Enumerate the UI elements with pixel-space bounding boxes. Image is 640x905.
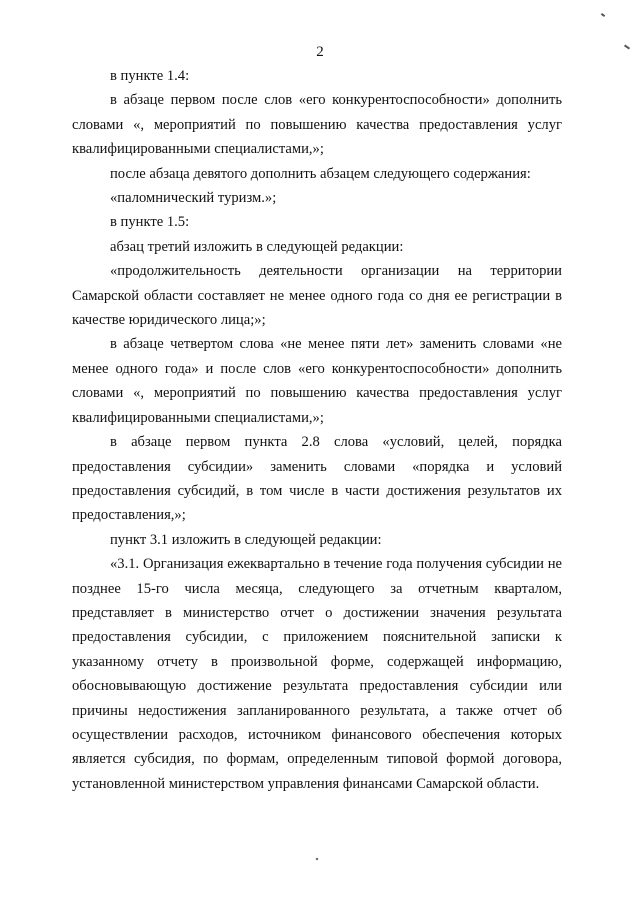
paragraph-point-3-1-text: «3.1. Организация ежеквартально в течение года получения субсидии не позднее 15-го числа месяца, следующего за отчетным кварталом, представляет в министерство отчет о достижении значения результата предоставления субсидии, с приложением пояснительной записки к указанному отчету в произвольной форме, содержащей информацию, обосновывающую достижение результата предоставления субсидии или причины недостижения запланированного результата, а также отчет об осуществлении расходов, источником финансового обеспечения которых является субсидия, по формам, определенным типовой формой договора, установленной министерством управления финансами Самарской области. (72, 556, 562, 792)
paragraph-pilgrimage-tourism: «паломнический туризм.»; (110, 190, 277, 207)
scan-artifact (316, 858, 319, 861)
scan-artifact (601, 13, 605, 17)
paragraph-duration-of-activity: «продолжительность деятельности организации на территории Самарской области составляет не менее одного года со дня ее регистрации в качестве юридического лица;»; (72, 263, 562, 329)
paragraph-third-abzac: абзац третий изложить в следующей редакции: (110, 238, 404, 255)
paragraph-amend-first-abzac: в абзаце первом после слов «его конкурентоспособности» дополнить словами «, мероприятий по повышению качества предоставления услуг квалифицированными специалистами,»; (72, 92, 562, 158)
document-body (72, 64, 562, 796)
paragraph-after-ninth-abzac: после абзаца девятого дополнить абзацем следующего содержания: (110, 165, 531, 182)
paragraph-point-3-1-intro: пункт 3.1 изложить в следующей редакции: (110, 531, 382, 548)
page-number: 2 (316, 44, 324, 60)
paragraph-point-1-4: в пункте 1.4: (110, 68, 190, 84)
paragraph-point-1-5: в пункте 1.5: (110, 214, 190, 231)
paragraph-fourth-abzac: в абзаце четвертом слова «не менее пяти лет» заменить словами «не менее одного года» и после слов «его конкурентоспособности» дополнить словами «, мероприятий по повышению качества предоставления услуг квалифицированными специалистами,»; (72, 336, 562, 426)
paragraph-point-2-8: в абзаце первом пункта 2.8 слова «условий, целей, порядка предоставления субсидии» заменить словами «порядка и условий предоставления субсидий, в том числе в части достижения результатов их предоставления,»; (72, 434, 562, 524)
